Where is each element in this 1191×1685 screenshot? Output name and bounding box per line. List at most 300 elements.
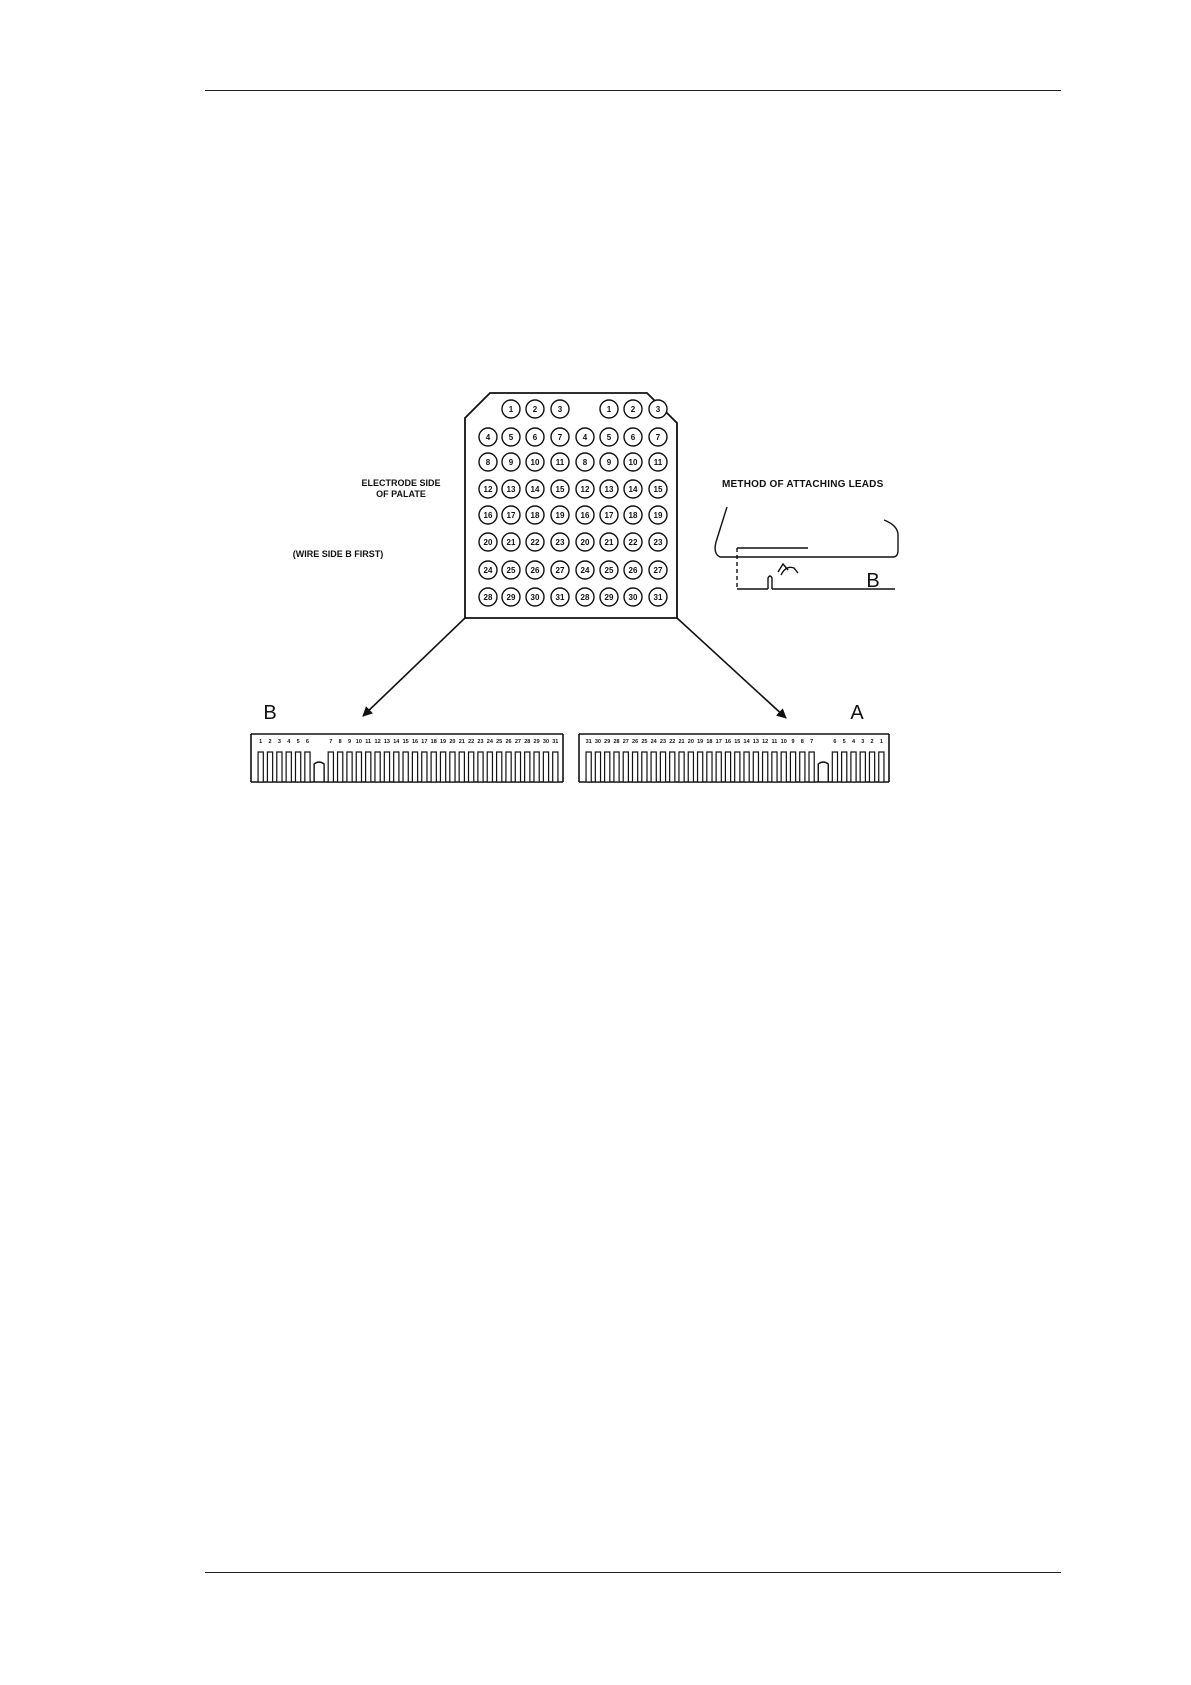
electrode-left-17 bbox=[502, 506, 520, 524]
electrode-number: 31 bbox=[555, 593, 565, 602]
pin-number: 31 bbox=[552, 739, 559, 745]
pin-contact bbox=[688, 752, 693, 782]
electrode-left-16 bbox=[479, 506, 497, 524]
electrode-number: 6 bbox=[532, 433, 538, 442]
connector-pin-31 bbox=[586, 739, 592, 782]
pin-contact bbox=[286, 752, 291, 782]
pin-number: 5 bbox=[296, 739, 300, 745]
connector-key-notch bbox=[314, 762, 324, 782]
electrode-number: 14 bbox=[628, 485, 638, 494]
pin-contact bbox=[338, 752, 343, 782]
connector-pin-4 bbox=[286, 739, 291, 782]
connector-pin-16 bbox=[725, 739, 731, 782]
pin-contact bbox=[459, 752, 464, 782]
electrode-number: 13 bbox=[506, 485, 516, 494]
pin-number: 27 bbox=[514, 739, 521, 745]
electrode-number: 19 bbox=[555, 511, 565, 520]
electrode-number: 13 bbox=[604, 485, 614, 494]
electrode-number: 23 bbox=[653, 538, 663, 547]
connector-pin-11 bbox=[365, 739, 371, 782]
electrode-right-9 bbox=[600, 453, 618, 471]
pin-number: 2 bbox=[870, 739, 874, 745]
pin-number: 24 bbox=[486, 739, 493, 745]
connector-pin-13 bbox=[753, 739, 759, 782]
pin-number: 17 bbox=[421, 739, 428, 745]
pin-contact bbox=[515, 752, 520, 782]
pin-contact bbox=[800, 752, 805, 782]
pin-contact bbox=[347, 752, 352, 782]
connector-pin-16 bbox=[412, 739, 418, 782]
arrow-to-connector-b bbox=[363, 618, 465, 716]
electrode-left-6 bbox=[526, 428, 544, 446]
pin-contact bbox=[698, 752, 703, 782]
electrode-right-26 bbox=[624, 561, 642, 579]
pin-number: 30 bbox=[542, 739, 550, 745]
electrode-number: 3 bbox=[655, 405, 661, 414]
electrode-left-30 bbox=[526, 588, 544, 606]
pin-contact bbox=[366, 752, 371, 782]
pin-number: 1 bbox=[879, 739, 883, 745]
electrode-side-label-line2: OF PALATE bbox=[376, 489, 426, 499]
electrode-right-29 bbox=[600, 588, 618, 606]
pin-contact bbox=[586, 752, 591, 782]
connector-pin-25 bbox=[641, 739, 647, 782]
electrode-number: 9 bbox=[606, 458, 612, 467]
pin-number: 2 bbox=[268, 739, 272, 745]
pin-contact bbox=[614, 752, 619, 782]
connector-pin-21 bbox=[459, 739, 465, 782]
connector-pin-13 bbox=[384, 739, 390, 782]
connector-key-notch bbox=[818, 762, 828, 782]
pin-number: 31 bbox=[585, 739, 592, 745]
pin-contact bbox=[851, 752, 856, 782]
pin-contact bbox=[506, 752, 511, 782]
pin-contact bbox=[651, 752, 656, 782]
electrode-left-5 bbox=[502, 428, 520, 446]
pin-number: 28 bbox=[524, 739, 531, 745]
pin-number: 16 bbox=[724, 739, 732, 745]
pin-contact bbox=[642, 752, 647, 782]
electrode-number: 2 bbox=[630, 405, 636, 414]
electrode-right-27 bbox=[649, 561, 667, 579]
electrode-number: 4 bbox=[582, 433, 588, 442]
electrode-number: 1 bbox=[508, 405, 514, 414]
connector-pin-20 bbox=[688, 739, 694, 782]
electrode-number: 3 bbox=[557, 405, 563, 414]
pin-contact bbox=[478, 752, 483, 782]
pin-number: 13 bbox=[752, 739, 759, 745]
connector-pin-7 bbox=[328, 739, 333, 782]
pin-contact bbox=[356, 752, 361, 782]
connector-pin-15 bbox=[403, 739, 409, 782]
wire-side-note: (WIRE SIDE B FIRST) bbox=[292, 549, 384, 559]
electrode-number: 25 bbox=[506, 566, 516, 575]
electrode-number: 19 bbox=[653, 511, 663, 520]
electrode-right-6 bbox=[624, 428, 642, 446]
electrode-left-2 bbox=[526, 400, 544, 418]
pin-contact bbox=[744, 752, 749, 782]
electrode-number: 7 bbox=[557, 433, 563, 442]
electrode-right-31 bbox=[649, 588, 667, 606]
connector-pin-14 bbox=[744, 739, 751, 782]
electrode-number: 27 bbox=[555, 566, 565, 575]
electrode-right-8 bbox=[576, 453, 594, 471]
pin-number: 22 bbox=[468, 739, 475, 745]
pin-number: 15 bbox=[402, 739, 409, 745]
electrode-left-8 bbox=[479, 453, 497, 471]
connector-pin-25 bbox=[496, 739, 502, 782]
electrode-left-21 bbox=[502, 533, 520, 551]
connector-pin-9 bbox=[790, 739, 795, 782]
electrode-number: 17 bbox=[604, 511, 614, 520]
pin-number: 7 bbox=[329, 739, 333, 745]
electrode-number: 14 bbox=[530, 485, 540, 494]
electrode-left-11 bbox=[551, 453, 569, 471]
electrode-left-3 bbox=[551, 400, 569, 418]
electrode-number: 10 bbox=[530, 458, 540, 467]
pin-contact bbox=[781, 752, 786, 782]
pin-contact bbox=[707, 752, 712, 782]
connector-pin-5 bbox=[295, 739, 300, 782]
pin-contact bbox=[772, 752, 777, 782]
pin-contact bbox=[277, 752, 282, 782]
pin-number: 24 bbox=[650, 739, 657, 745]
electrode-number: 27 bbox=[653, 566, 663, 575]
connector-pin-1 bbox=[258, 739, 263, 782]
connector-pin-11 bbox=[772, 739, 778, 782]
pin-number: 5 bbox=[842, 739, 846, 745]
electrode-number: 21 bbox=[604, 538, 614, 547]
pin-contact bbox=[735, 752, 740, 782]
pin-contact bbox=[487, 752, 492, 782]
pin-contact bbox=[605, 752, 610, 782]
connector-pin-3 bbox=[860, 739, 865, 782]
pin-number: 28 bbox=[613, 739, 620, 745]
pin-contact bbox=[422, 752, 427, 782]
pin-number: 4 bbox=[851, 739, 856, 745]
pin-number: 6 bbox=[305, 739, 309, 745]
electrode-number: 10 bbox=[628, 458, 638, 467]
connector-pin-29 bbox=[604, 739, 610, 782]
pin-contact bbox=[860, 752, 865, 782]
pin-contact bbox=[403, 752, 408, 782]
pin-number: 29 bbox=[533, 739, 540, 745]
pin-number: 13 bbox=[383, 739, 390, 745]
electrode-right-30 bbox=[624, 588, 642, 606]
pin-number: 4 bbox=[287, 739, 291, 745]
connector-pin-14 bbox=[393, 739, 400, 782]
electrode-number: 16 bbox=[483, 511, 493, 520]
arrow-to-connector-a bbox=[677, 618, 786, 718]
electrode-right-22 bbox=[624, 533, 642, 551]
electrode-number: 12 bbox=[483, 485, 493, 494]
electrode-right-25 bbox=[600, 561, 618, 579]
electrode-right-2 bbox=[624, 400, 642, 418]
pin-number: 9 bbox=[347, 739, 352, 745]
electrode-number: 11 bbox=[555, 458, 565, 467]
pin-contact bbox=[525, 752, 530, 782]
electrode-number: 9 bbox=[508, 458, 514, 467]
electrode-number: 31 bbox=[653, 593, 663, 602]
electrode-left-29 bbox=[502, 588, 520, 606]
electrode-number: 29 bbox=[604, 593, 614, 602]
pin-contact bbox=[258, 752, 263, 782]
electrode-left-10 bbox=[526, 453, 544, 471]
connector-pin-18 bbox=[706, 739, 712, 782]
connector-pin-10 bbox=[356, 739, 362, 782]
pin-number: 25 bbox=[496, 739, 503, 745]
electrode-left-25 bbox=[502, 561, 520, 579]
electrode-right-28 bbox=[576, 588, 594, 606]
pin-number: 20 bbox=[687, 739, 694, 745]
connector-pin-26 bbox=[632, 739, 638, 782]
electrode-number: 22 bbox=[628, 538, 638, 547]
electrode-left-1 bbox=[502, 400, 520, 418]
electrode-left-31 bbox=[551, 588, 569, 606]
electrode-left-26 bbox=[526, 561, 544, 579]
electrode-number: 21 bbox=[506, 538, 516, 547]
connector-pin-12 bbox=[762, 739, 768, 782]
pin-contact bbox=[725, 752, 730, 782]
electrode-left-18 bbox=[526, 506, 544, 524]
pin-number: 23 bbox=[477, 739, 484, 745]
pin-contact bbox=[543, 752, 548, 782]
electrode-right-5 bbox=[600, 428, 618, 446]
pin-contact bbox=[431, 752, 436, 782]
electrode-number: 28 bbox=[580, 593, 590, 602]
connector-pin-30 bbox=[543, 739, 549, 782]
electrode-number: 22 bbox=[530, 538, 540, 547]
connector-pin-19 bbox=[697, 739, 703, 782]
pin-number: 14 bbox=[393, 739, 400, 745]
electrode-right-19 bbox=[649, 506, 667, 524]
electrode-number: 26 bbox=[628, 566, 638, 575]
electrode-left-7 bbox=[551, 428, 569, 446]
pin-number: 12 bbox=[374, 739, 381, 745]
electrode-left-24 bbox=[479, 561, 497, 579]
electrode-number: 2 bbox=[532, 405, 538, 414]
connector-pin-29 bbox=[534, 739, 540, 782]
electrode-number: 4 bbox=[485, 433, 491, 442]
connector-pin-7 bbox=[809, 739, 814, 782]
pin-contact bbox=[295, 752, 300, 782]
pin-contact bbox=[660, 752, 665, 782]
electrode-number: 24 bbox=[580, 566, 590, 575]
pin-contact bbox=[790, 752, 795, 782]
electrode-left-22 bbox=[526, 533, 544, 551]
connector-pin-17 bbox=[716, 739, 722, 782]
connector-pin-8 bbox=[800, 739, 805, 782]
connector-pin-19 bbox=[440, 739, 446, 782]
electrode-number: 12 bbox=[580, 485, 590, 494]
pin-number: 19 bbox=[440, 739, 447, 745]
connector-pin-22 bbox=[468, 739, 474, 782]
electrode-right-7 bbox=[649, 428, 667, 446]
pin-contact bbox=[763, 752, 768, 782]
electrode-left-19 bbox=[551, 506, 569, 524]
pin-contact bbox=[879, 752, 884, 782]
connector-pin-18 bbox=[431, 739, 437, 782]
electrode-number: 28 bbox=[483, 593, 493, 602]
pin-contact bbox=[670, 752, 675, 782]
pin-number: 29 bbox=[604, 739, 611, 745]
connector-pin-26 bbox=[505, 739, 511, 782]
electrode-number: 5 bbox=[606, 433, 612, 442]
connector-pin-21 bbox=[678, 739, 684, 782]
pin-contact bbox=[440, 752, 445, 782]
electrode-number: 8 bbox=[485, 458, 491, 467]
pin-contact bbox=[595, 752, 600, 782]
pin-contact bbox=[623, 752, 628, 782]
electrode-right-3 bbox=[649, 400, 667, 418]
pin-number: 6 bbox=[833, 739, 837, 745]
pin-contact bbox=[679, 752, 684, 782]
electrode-number: 8 bbox=[582, 458, 588, 467]
connector-pin-8 bbox=[338, 739, 343, 782]
pin-number: 8 bbox=[338, 739, 342, 745]
pin-contact bbox=[469, 752, 474, 782]
connector-pin-2 bbox=[267, 739, 272, 782]
pin-number: 26 bbox=[505, 739, 512, 745]
pin-number: 12 bbox=[762, 739, 769, 745]
pin-contact bbox=[632, 752, 637, 782]
electrode-right-10 bbox=[624, 453, 642, 471]
connector-pin-3 bbox=[277, 739, 282, 782]
pin-number: 10 bbox=[355, 739, 362, 745]
electrode-left-13 bbox=[502, 480, 520, 498]
electrode-right-17 bbox=[600, 506, 618, 524]
electrode-right-1 bbox=[600, 400, 618, 418]
connector-pin-30 bbox=[595, 739, 601, 782]
electrode-left-28 bbox=[479, 588, 497, 606]
connector-pin-23 bbox=[660, 739, 666, 782]
pin-contact bbox=[267, 752, 272, 782]
electrode-left-15 bbox=[551, 480, 569, 498]
pin-number: 16 bbox=[411, 739, 419, 745]
connector-pin-27 bbox=[623, 739, 629, 782]
pin-contact bbox=[753, 752, 758, 782]
pin-number: 20 bbox=[449, 739, 456, 745]
electrode-right-24 bbox=[576, 561, 594, 579]
connector-pin-22 bbox=[669, 739, 675, 782]
electrode-right-15 bbox=[649, 480, 667, 498]
pin-contact bbox=[412, 752, 417, 782]
method-title: METHOD OF ATTACHING LEADS bbox=[722, 479, 884, 490]
pin-number: 14 bbox=[743, 739, 750, 745]
pin-number: 21 bbox=[458, 739, 465, 745]
electrode-right-12 bbox=[576, 480, 594, 498]
pin-number: 15 bbox=[734, 739, 741, 745]
pin-number: 10 bbox=[780, 739, 787, 745]
connector-pin-6 bbox=[832, 739, 837, 782]
electrode-number: 5 bbox=[508, 433, 514, 442]
pin-number: 8 bbox=[800, 739, 804, 745]
electrode-left-9 bbox=[502, 453, 520, 471]
connector-pin-1 bbox=[879, 739, 884, 782]
electrode-left-12 bbox=[479, 480, 497, 498]
pin-contact bbox=[497, 752, 502, 782]
pin-number: 21 bbox=[678, 739, 685, 745]
pin-number: 25 bbox=[641, 739, 648, 745]
connector-pin-24 bbox=[651, 739, 658, 782]
electrode-left-14 bbox=[526, 480, 544, 498]
pin-contact bbox=[384, 752, 389, 782]
connector-pin-20 bbox=[449, 739, 455, 782]
electrode-left-27 bbox=[551, 561, 569, 579]
connector-pin-6 bbox=[305, 739, 310, 782]
pin-number: 3 bbox=[861, 739, 865, 745]
pin-number: 23 bbox=[659, 739, 667, 745]
connector-pin-2 bbox=[869, 739, 874, 782]
connector-b bbox=[251, 734, 563, 782]
electrode-number: 11 bbox=[653, 458, 663, 467]
electrode-number: 17 bbox=[506, 511, 516, 520]
pin-contact bbox=[534, 752, 539, 782]
pin-contact bbox=[869, 752, 874, 782]
electrode-right-18 bbox=[624, 506, 642, 524]
electrode-left-4 bbox=[479, 428, 497, 446]
electrode-number: 20 bbox=[483, 538, 493, 547]
electrode-number: 18 bbox=[530, 511, 540, 520]
connector-pin-28 bbox=[613, 739, 619, 782]
pin-contact bbox=[394, 752, 399, 782]
pin-contact bbox=[832, 752, 837, 782]
pin-contact bbox=[375, 752, 380, 782]
electrode-grid bbox=[479, 400, 667, 606]
electrode-number: 30 bbox=[628, 593, 638, 602]
electrode-number: 15 bbox=[555, 485, 565, 494]
electrode-number: 15 bbox=[653, 485, 663, 494]
pin-number: 30 bbox=[594, 739, 601, 745]
electrode-right-13 bbox=[600, 480, 618, 498]
electrode-number: 20 bbox=[580, 538, 590, 547]
pin-number: 7 bbox=[810, 739, 814, 745]
pin-contact bbox=[842, 752, 847, 782]
connector-b-label: B bbox=[263, 702, 277, 724]
connector-pin-27 bbox=[515, 739, 521, 782]
pin-number: 18 bbox=[706, 739, 713, 745]
pin-number: 27 bbox=[622, 739, 629, 745]
pin-number: 17 bbox=[715, 739, 722, 745]
pin-number: 3 bbox=[277, 739, 281, 745]
pin-number: 22 bbox=[669, 739, 676, 745]
electrode-right-14 bbox=[624, 480, 642, 498]
pin-number: 1 bbox=[259, 739, 263, 745]
electrode-left-20 bbox=[479, 533, 497, 551]
electrode-number: 16 bbox=[580, 511, 590, 520]
pin-contact bbox=[305, 752, 310, 782]
electrode-right-23 bbox=[649, 533, 667, 551]
connector-pin-5 bbox=[842, 739, 847, 782]
connector-a-label: A bbox=[850, 702, 864, 724]
electrode-right-4 bbox=[576, 428, 594, 446]
pin-contact bbox=[809, 752, 814, 782]
connector-pin-4 bbox=[851, 739, 856, 782]
electrode-right-11 bbox=[649, 453, 667, 471]
connector-a bbox=[579, 734, 889, 782]
electrode-number: 29 bbox=[506, 593, 516, 602]
pin-number: 18 bbox=[430, 739, 437, 745]
pin-number: 11 bbox=[365, 739, 372, 745]
electrode-number: 18 bbox=[628, 511, 638, 520]
electrode-number: 6 bbox=[630, 433, 636, 442]
pin-contact bbox=[716, 752, 721, 782]
connector-pin-23 bbox=[477, 739, 483, 782]
electrode-number: 1 bbox=[606, 405, 612, 414]
connector-pin-12 bbox=[375, 739, 381, 782]
electrode-number: 24 bbox=[483, 566, 493, 575]
palate-outline bbox=[465, 393, 677, 618]
